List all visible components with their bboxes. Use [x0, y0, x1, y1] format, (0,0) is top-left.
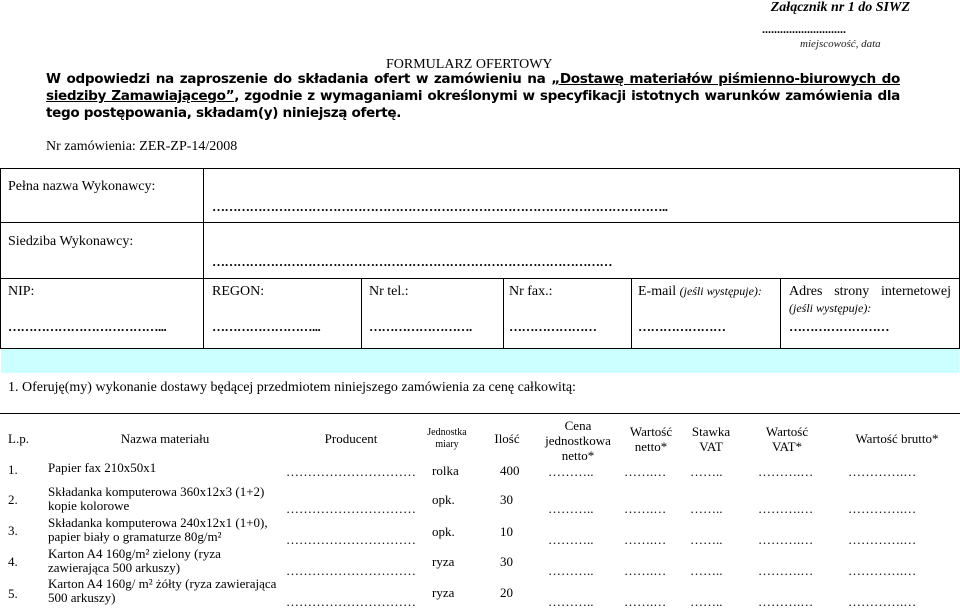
row-lp: 3.: [8, 523, 18, 538]
row-unit: ryza: [432, 554, 455, 569]
row-name: Składanka komputerowa 360x12x3 (1+2) kopie kolorowe: [48, 484, 265, 513]
separator-band: [1, 349, 959, 373]
row-producer[interactable]: …………………………: [286, 563, 416, 578]
form-title: FORMULARZ OFERTOWY: [386, 57, 553, 72]
table-row: [0, 485, 960, 515]
email-field[interactable]: …………………: [638, 319, 726, 334]
header-qty: Ilość: [494, 431, 520, 446]
header-unit-price: Cena jednostkowa netto*: [545, 418, 611, 463]
intro-paragraph: [46, 71, 900, 122]
intro-text-after: , zgodnie z wymaganiami określonymi w specyfikacji istotnych warunków zamówienia dla tego postępowania, składam(y) niniejszą ofertę.: [46, 88, 901, 121]
row-gross-value[interactable]: ………….…: [848, 563, 917, 578]
price-table: [0, 413, 960, 607]
divider: [203, 168, 204, 348]
divider: [0, 168, 1, 348]
table-row: [0, 547, 960, 577]
row-gross-value[interactable]: ………….…: [848, 464, 917, 479]
row-lp: 5.: [8, 586, 18, 601]
row-vat-value[interactable]: ……….…: [758, 563, 814, 578]
row-qty: 20: [500, 585, 513, 600]
full-name-label: Pełna nazwa Wykonawcy:: [8, 179, 156, 194]
divider: [0, 278, 960, 279]
row-unit-price[interactable]: ………..: [548, 532, 594, 547]
row-net-value[interactable]: …….…: [624, 594, 667, 609]
row-gross-value[interactable]: ………….…: [848, 594, 917, 609]
row-unit-price[interactable]: ………..: [548, 594, 594, 609]
www-note: (jeśli występuje):: [789, 301, 872, 315]
row-gross-value[interactable]: ………….…: [848, 532, 917, 547]
row-vat-value[interactable]: ……….…: [758, 501, 814, 516]
header-net-value: Wartość netto*: [629, 424, 673, 454]
row-net-value[interactable]: …….…: [624, 501, 667, 516]
annex-label: Załącznik nr 1 do SIWZ: [770, 0, 910, 15]
divider: [361, 278, 362, 348]
contractor-section: [0, 168, 960, 378]
row-lp: 1.: [8, 462, 18, 477]
fax-field[interactable]: …………………: [509, 319, 597, 334]
row-qty: 400: [500, 463, 520, 478]
intro-subject: „Dostawę materiałów piśmienno-biurowych do siedziby Zamawiającego”: [46, 71, 900, 104]
order-number: Nr zamówienia: ZER-ZP-14/2008: [46, 139, 238, 154]
place-date-label: miejscowość, data: [800, 38, 881, 50]
row-name: Karton A4 160g/ m² żółty (ryza zawierająca 500 arkuszy): [48, 576, 277, 605]
seat-label: Siedziba Wykonawcy:: [8, 234, 134, 249]
row-name: Składanka komputerowa 240x12x1 (1+0), papier biały o gramaturze 80g/m²: [48, 515, 268, 544]
place-date-dots[interactable]: ............................: [762, 22, 846, 36]
header-name: Nazwa materiału: [120, 431, 210, 446]
seat-field[interactable]: ……………………………………………………………………………………: [212, 254, 612, 269]
divider: [0, 413, 960, 414]
row-lp: 4.: [8, 554, 18, 569]
www-field[interactable]: ……………………: [789, 319, 889, 334]
fax-label: Nr fax.:: [509, 284, 553, 299]
www-label: Adres strony internetowej: [789, 284, 951, 299]
row-unit-price[interactable]: ………..: [548, 563, 594, 578]
divider: [0, 168, 960, 169]
row-unit: ryza: [432, 585, 455, 600]
row-lp: 2.: [8, 492, 18, 507]
regon-field[interactable]: ……………………...: [212, 319, 321, 334]
header-gross-value: Wartość brutto*: [855, 431, 939, 446]
row-unit-price[interactable]: ………..: [548, 464, 594, 479]
row-name: Papier fax 210x50x1: [48, 460, 157, 475]
row-vat-value[interactable]: ……….…: [758, 594, 814, 609]
row-unit-price[interactable]: ………..: [548, 501, 594, 516]
row-vat-rate[interactable]: ……..: [690, 464, 723, 479]
email-label-row: [638, 284, 762, 300]
row-vat-rate[interactable]: ……..: [690, 594, 723, 609]
row-producer[interactable]: …………………………: [286, 501, 416, 516]
tel-field[interactable]: …………………….: [369, 319, 472, 334]
row-name: Karton A4 160g/m² zielony (ryza zawierająca 500 arkuszy): [48, 546, 221, 575]
header-lp: L.p.: [8, 431, 29, 446]
row-vat-rate[interactable]: ……..: [690, 532, 723, 547]
row-vat-rate[interactable]: ……..: [690, 563, 723, 578]
row-qty: 30: [500, 492, 513, 507]
header-unit: Jednostka miary: [427, 427, 467, 450]
table-row: [0, 461, 960, 481]
row-unit: opk.: [432, 524, 455, 539]
nip-field[interactable]: ………………………………...: [8, 319, 167, 334]
row-qty: 10: [500, 524, 513, 539]
row-net-value[interactable]: …….…: [624, 563, 667, 578]
nip-label: NIP:: [8, 284, 35, 299]
row-net-value[interactable]: …….…: [624, 532, 667, 547]
offer-line: 1. Oferuję(my) wykonanie dostawy będącej przedmiotem niniejszego zamówienia za cenę całkowitą:: [8, 380, 576, 395]
row-vat-value[interactable]: ……….…: [758, 464, 814, 479]
row-gross-value[interactable]: ………….…: [848, 501, 917, 516]
row-vat-rate[interactable]: ……..: [690, 501, 723, 516]
table-row: [0, 577, 960, 607]
row-unit: rolka: [432, 463, 459, 478]
email-note: (jeśli występuje):: [679, 284, 762, 298]
divider: [780, 278, 781, 348]
divider: [631, 278, 632, 348]
header-vat-value: Wartość VAT*: [765, 424, 809, 454]
row-vat-value[interactable]: ……….…: [758, 532, 814, 547]
regon-label: REGON:: [212, 284, 265, 299]
full-name-field[interactable]: ………………………………………………………………………………………………..: [212, 199, 668, 214]
header-vat-rate: Stawka VAT: [691, 424, 731, 454]
divider: [0, 222, 960, 223]
row-producer[interactable]: …………………………: [286, 594, 416, 609]
divider: [503, 278, 504, 348]
row-qty: 30: [500, 554, 513, 569]
row-unit: opk.: [432, 492, 455, 507]
intro-text-before: W odpowiedzi na zaproszenie do składania ofert w zamówieniu na: [46, 71, 552, 87]
row-producer[interactable]: …………………………: [286, 464, 416, 479]
row-net-value[interactable]: …….…: [624, 464, 667, 479]
header-producer: Producent: [324, 431, 378, 446]
row-producer[interactable]: …………………………: [286, 532, 416, 547]
tel-label: Nr tel.:: [369, 284, 409, 299]
table-row: [0, 516, 960, 546]
email-label: E-mail: [638, 284, 677, 299]
